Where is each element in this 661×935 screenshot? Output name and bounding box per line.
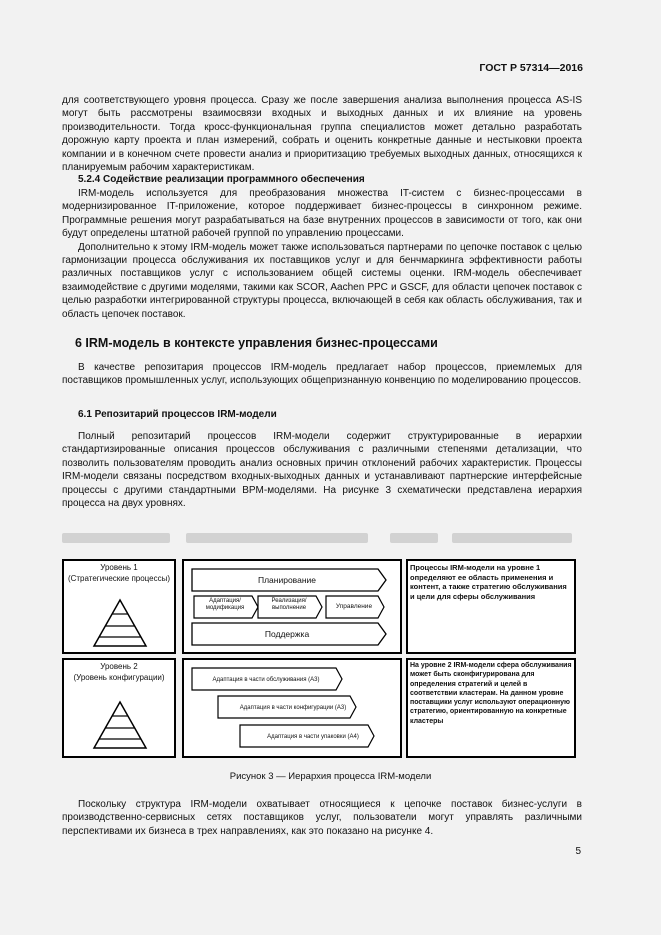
level1-description: Процессы IRM-модели на уровне 1 определяют ее область применения и контент, а также стратегию обслуживания и цели для сферы обслуживания bbox=[410, 563, 567, 601]
section-5-2-4-title: 5.2.4 Содействие реализации программного обеспечения bbox=[78, 174, 365, 185]
section-6-1-title: 6.1 Репозитарий процессов IRM-модели bbox=[78, 409, 277, 420]
page-number: 5 bbox=[575, 846, 581, 857]
figure-caption: Рисунок 3 — Иерархия процесса IRM-модели bbox=[229, 771, 432, 782]
figure-blurred-header bbox=[60, 527, 580, 553]
level1-pyramid-icon bbox=[92, 598, 148, 648]
adaptation-label: Адаптация/ модификация bbox=[205, 598, 245, 611]
section-6-body bbox=[62, 361, 582, 388]
a3-config-label: Адаптация в части конфигурации (A3) bbox=[239, 705, 347, 711]
section-5-2-4-p1: IRM-модель используется для преобразования множества IT-систем с бизнес-процессами в модернизированное IT-приложение, которое поддерживает бизнес-процессы в синхронном режиме. Программные решения могут разрабатываться на базе внутренних процессов в зависимости от того, как они будут определены штатной рабочей группой по управлению процессами. bbox=[62, 188, 582, 240]
level2-pyramid-icon bbox=[92, 700, 148, 750]
realization-label: Реализация/ выполнение bbox=[271, 598, 307, 611]
a4-label: Адаптация в части упаковки (A4) bbox=[267, 734, 359, 740]
section-6-p1: В качестве репозитария процессов IRM-модель предлагает набор процессов, приемлемых для поставщиков промышленных услуг, использующих общепризнанную конвенцию по моделированию процессов. bbox=[62, 362, 582, 387]
section-6-1-p1: Полный репозитарий процессов IRM-модели содержит структурированные в иерархии стандартизированные описания процессов обслуживания с различными степенями детализации, что позволить пользователям проводить анализ основных причин отклонений рабочих характеристик. Процессы IRM-модели связаны посредством входных-выходных данных и устанавливают партнерские интерфейсные процессы с другими стандартными BPM-моделями. На рисунке 3 схематически представлена иерархия процесса на двух уровнях. bbox=[62, 431, 582, 510]
level2-subtitle: (Уровень конфигурации) bbox=[73, 673, 165, 682]
intro-text: для соответствующего уровня процесса. Сразу же после завершения анализа выполнения процесса AS-IS могут быть рассмотрены взаимосвязи входных и выходных данных и их влияние на уровень производительности. Тогда кросс-функциональная группа специалистов может детально разработать дорожную карту проекта и план измерений, собрать и оценить конкретные данные и нестыковки проекта компании и в конечном счете провести анализ и приоритизацию требуемых выходных данных, относящихся к планируемым рабочим характеристикам. bbox=[62, 95, 582, 174]
planning-label: Планирование bbox=[257, 575, 316, 585]
level1-title: Уровень 1 bbox=[100, 563, 138, 572]
level2-description: На уровне 2 IRM-модели сфера обслуживания может быть сконфигурирована для определения стратегий и целей в соответствии кластерам. На данном уровне поставщики услуг используют операционную стратегию, ориентированную на конкретные кластеры bbox=[410, 662, 572, 725]
closing-p1: Поскольку структура IRM-модели охватывает относящиеся к цепочке поставок бизнес-услуги в производственно-сервисных сетях поставщиков услуг, пользователи могут управлять различными перспективами их бизнеса в трех направлениях, как это показано на рисунке 4. bbox=[62, 799, 582, 837]
intro-paragraph bbox=[62, 94, 582, 174]
section-5-2-4-body bbox=[62, 187, 582, 321]
management-label: Управление bbox=[335, 603, 373, 610]
level1-subtitle: (Стратегические процессы) bbox=[67, 574, 171, 583]
level2-title: Уровень 2 bbox=[100, 662, 138, 671]
support-label: Поддержка bbox=[264, 629, 310, 639]
section-6-title: 6 IRM-модель в контексте управления бизнес-процессами bbox=[75, 336, 438, 350]
section-6-1-body bbox=[62, 430, 582, 510]
a3-service-label: Адаптация в части обслуживания (A3) bbox=[212, 677, 320, 683]
closing-body bbox=[62, 798, 582, 838]
section-5-2-4-p2: Дополнительно к этому IRM-модель может также использоваться партнерами по цепочке поставок с целью гармонизации процесса обслуживания их поставщиков услуг и для бенчмаркинга эффективности работы различных поставщиков услуг с использованием общей системы оценки. IRM-модель обеспечивает взаимодействие с другими моделями, такими как SCOR, Aachen PPC и GSCF, для области цепочек поставок с целью разработки интегрированной структуры процесса, включающей в себя как область обслуживания, так и область цепочек поставок. bbox=[62, 241, 582, 320]
document-header: ГОСТ Р 57314—2016 bbox=[479, 62, 583, 74]
